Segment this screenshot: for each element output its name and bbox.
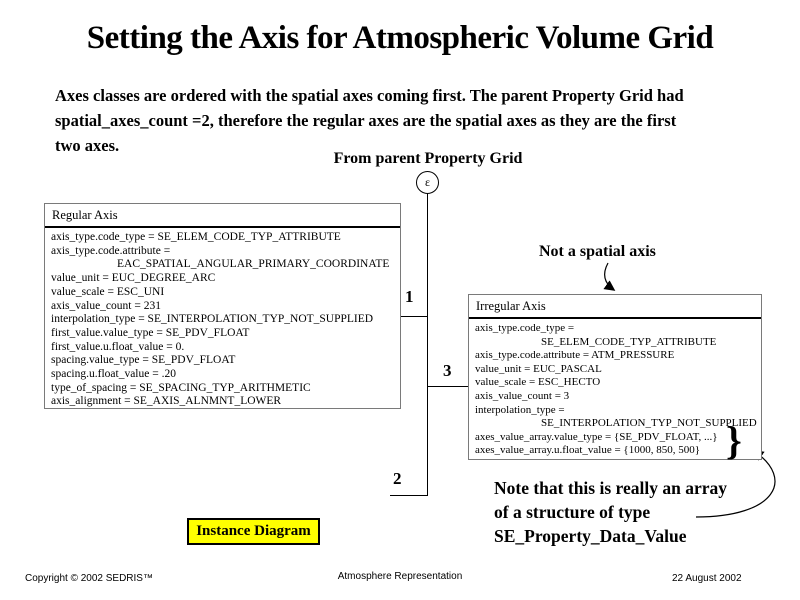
- attribute-row: interpolation_type = SE_INTERPOLATION_TYP_NOT_SUPPLIED: [51, 313, 374, 326]
- array-note: [494, 476, 727, 548]
- multiplicity-label-1: 1: [405, 287, 414, 306]
- regular-axis-attributes: [45, 228, 400, 409]
- note-line: of a structure of type: [494, 502, 651, 522]
- epsilon-aggregation-icon: ε: [416, 171, 439, 194]
- attribute-row: axis_type.code.attribute =: [51, 244, 171, 257]
- page-title: Setting the Axis for Atmospheric Volume Grid: [86, 20, 714, 56]
- instance-diagram-button[interactable]: Instance Diagram: [187, 518, 320, 545]
- attribute-row: axis_type.code_type =: [475, 322, 575, 334]
- attribute-row: interpolation_type =: [475, 403, 565, 416]
- note-line: Note that this is really an array: [494, 478, 727, 498]
- attribute-row: value_unit = EUC_PASCAL: [475, 362, 602, 375]
- grouping-brace: }: [726, 418, 742, 463]
- intro-paragraph: [55, 83, 755, 158]
- attribute-row: axes_value_array.value_type = {SE_PDV_FLOAT, ...}: [475, 430, 718, 443]
- attribute-row: spacing.u.float_value = .20: [51, 368, 176, 381]
- attribute-row: axis_type.code.attribute = ATM_PRESSURE: [475, 349, 675, 362]
- irregular-axis-box: [468, 294, 762, 463]
- irregular-axis-title: Irregular Axis: [469, 295, 761, 319]
- attribute-row: axis_value_count = 3: [475, 389, 570, 402]
- intro-line: two axes.: [55, 136, 120, 155]
- attribute-row: axes_value_array.u.float_value = {1000, 850, 500}: [475, 444, 700, 457]
- multiplicity-label-3: 3: [443, 361, 452, 380]
- not-spatial-arrow: [605, 263, 614, 290]
- attribute-row: SE_INTERPOLATION_TYP_NOT_SUPPLIED: [541, 417, 757, 430]
- from-parent-label: From parent Property Grid: [333, 150, 523, 167]
- intro-line: Axes classes are ordered with the spatial axes coming first. The parent Property Grid had: [55, 86, 684, 105]
- attribute-row: type_of_spacing = SE_SPACING_TYP_ARITHMETIC: [51, 381, 311, 394]
- attribute-row: value_scale = ESC_UNI: [51, 285, 165, 298]
- footer-date: 22 August 2002: [672, 573, 742, 584]
- irregular-axis-attributes: [469, 319, 761, 458]
- not-spatial-axis-label: Not a spatial axis: [539, 243, 656, 260]
- attribute-row: EAC_SPATIAL_ANGULAR_PRIMARY_COORDINATE: [117, 258, 390, 271]
- attribute-row: axis_value_count = 231: [51, 299, 161, 312]
- regular-axis-box: [44, 203, 401, 409]
- attribute-row: value_unit = EUC_DEGREE_ARC: [51, 272, 216, 285]
- attribute-row: axis_alignment = SE_AXIS_ALNMNT_LOWER: [51, 395, 282, 408]
- attribute-row: axis_type.code_type = SE_ELEM_CODE_TYP_ATTRIBUTE: [51, 231, 341, 243]
- note-line: SE_Property_Data_Value: [494, 526, 687, 546]
- attribute-row: first_value.u.float_value = 0.: [51, 340, 185, 353]
- multiplicity-label-2: 2: [393, 469, 402, 488]
- attribute-row: value_scale = ESC_HECTO: [475, 376, 601, 389]
- regular-axis-title: Regular Axis: [45, 204, 400, 228]
- intro-line: spatial_axes_count =2, therefore the regular axes are the spatial axes as they are the first: [55, 111, 677, 130]
- attribute-row: spacing.value_type = SE_PDV_FLOAT: [51, 354, 236, 367]
- attribute-row: SE_ELEM_CODE_TYP_ATTRIBUTE: [541, 335, 717, 348]
- attribute-row: first_value.value_type = SE_PDV_FLOAT: [51, 326, 250, 339]
- footer-copyright: Copyright © 2002 SEDRIS™: [25, 573, 153, 584]
- footer-title: Atmosphere Representation: [337, 571, 463, 582]
